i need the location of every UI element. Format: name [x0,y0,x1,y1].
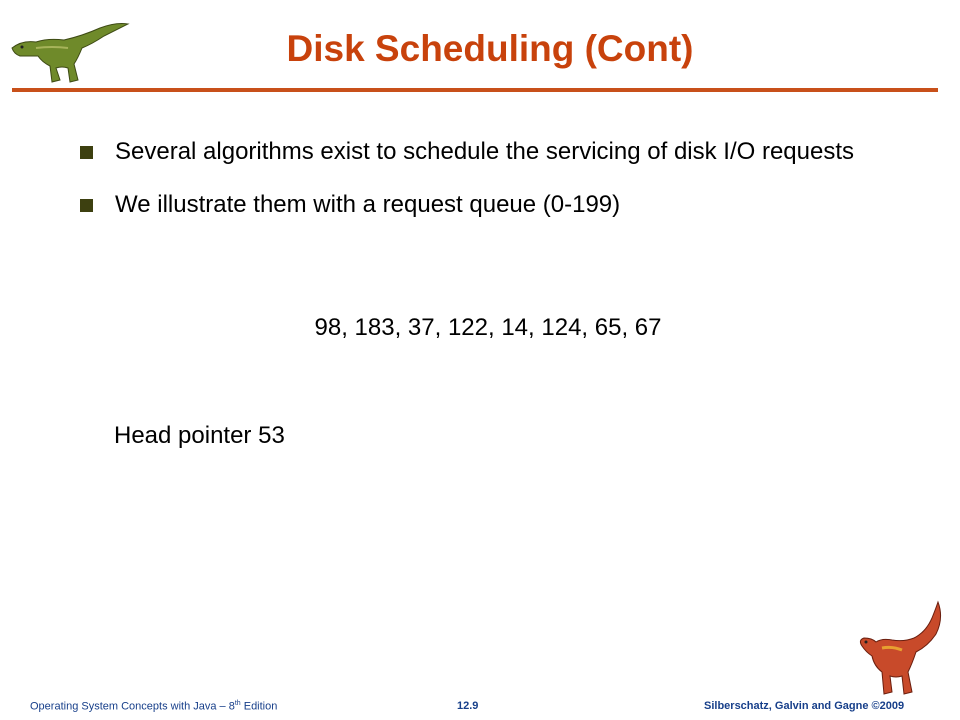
bullet-list [80,135,900,241]
bullet-text: Several algorithms exist to schedule the servicing of disk I/O requests [115,138,855,165]
footer-slide-number: 12.9 [457,700,479,712]
green-dinosaur-icon [8,18,132,88]
bullet-text: We illustrate them with a request queue (0-199) [115,191,621,218]
title-divider [12,88,938,92]
footer-edition-suffix: Edition [240,700,278,713]
slide-title: Disk Scheduling (Cont) [286,28,694,69]
bullet-square-icon [80,199,93,212]
footer-edition-sup: th [234,700,241,707]
bullet-item [80,188,900,222]
request-queue: 98, 183, 37, 122, 14, 124, 65, 67 [314,314,662,341]
bullet-square-icon [80,146,93,159]
bullet-item [80,135,900,169]
footer-book-title-text: Operating System Concepts with Java – 8 [30,700,235,713]
head-pointer: Head pointer 53 [114,422,285,449]
footer-copyright: Silberschatz, Galvin and Gagne ©2009 [704,700,905,712]
footer-book-title [30,700,277,713]
red-dinosaur-icon [852,598,948,698]
